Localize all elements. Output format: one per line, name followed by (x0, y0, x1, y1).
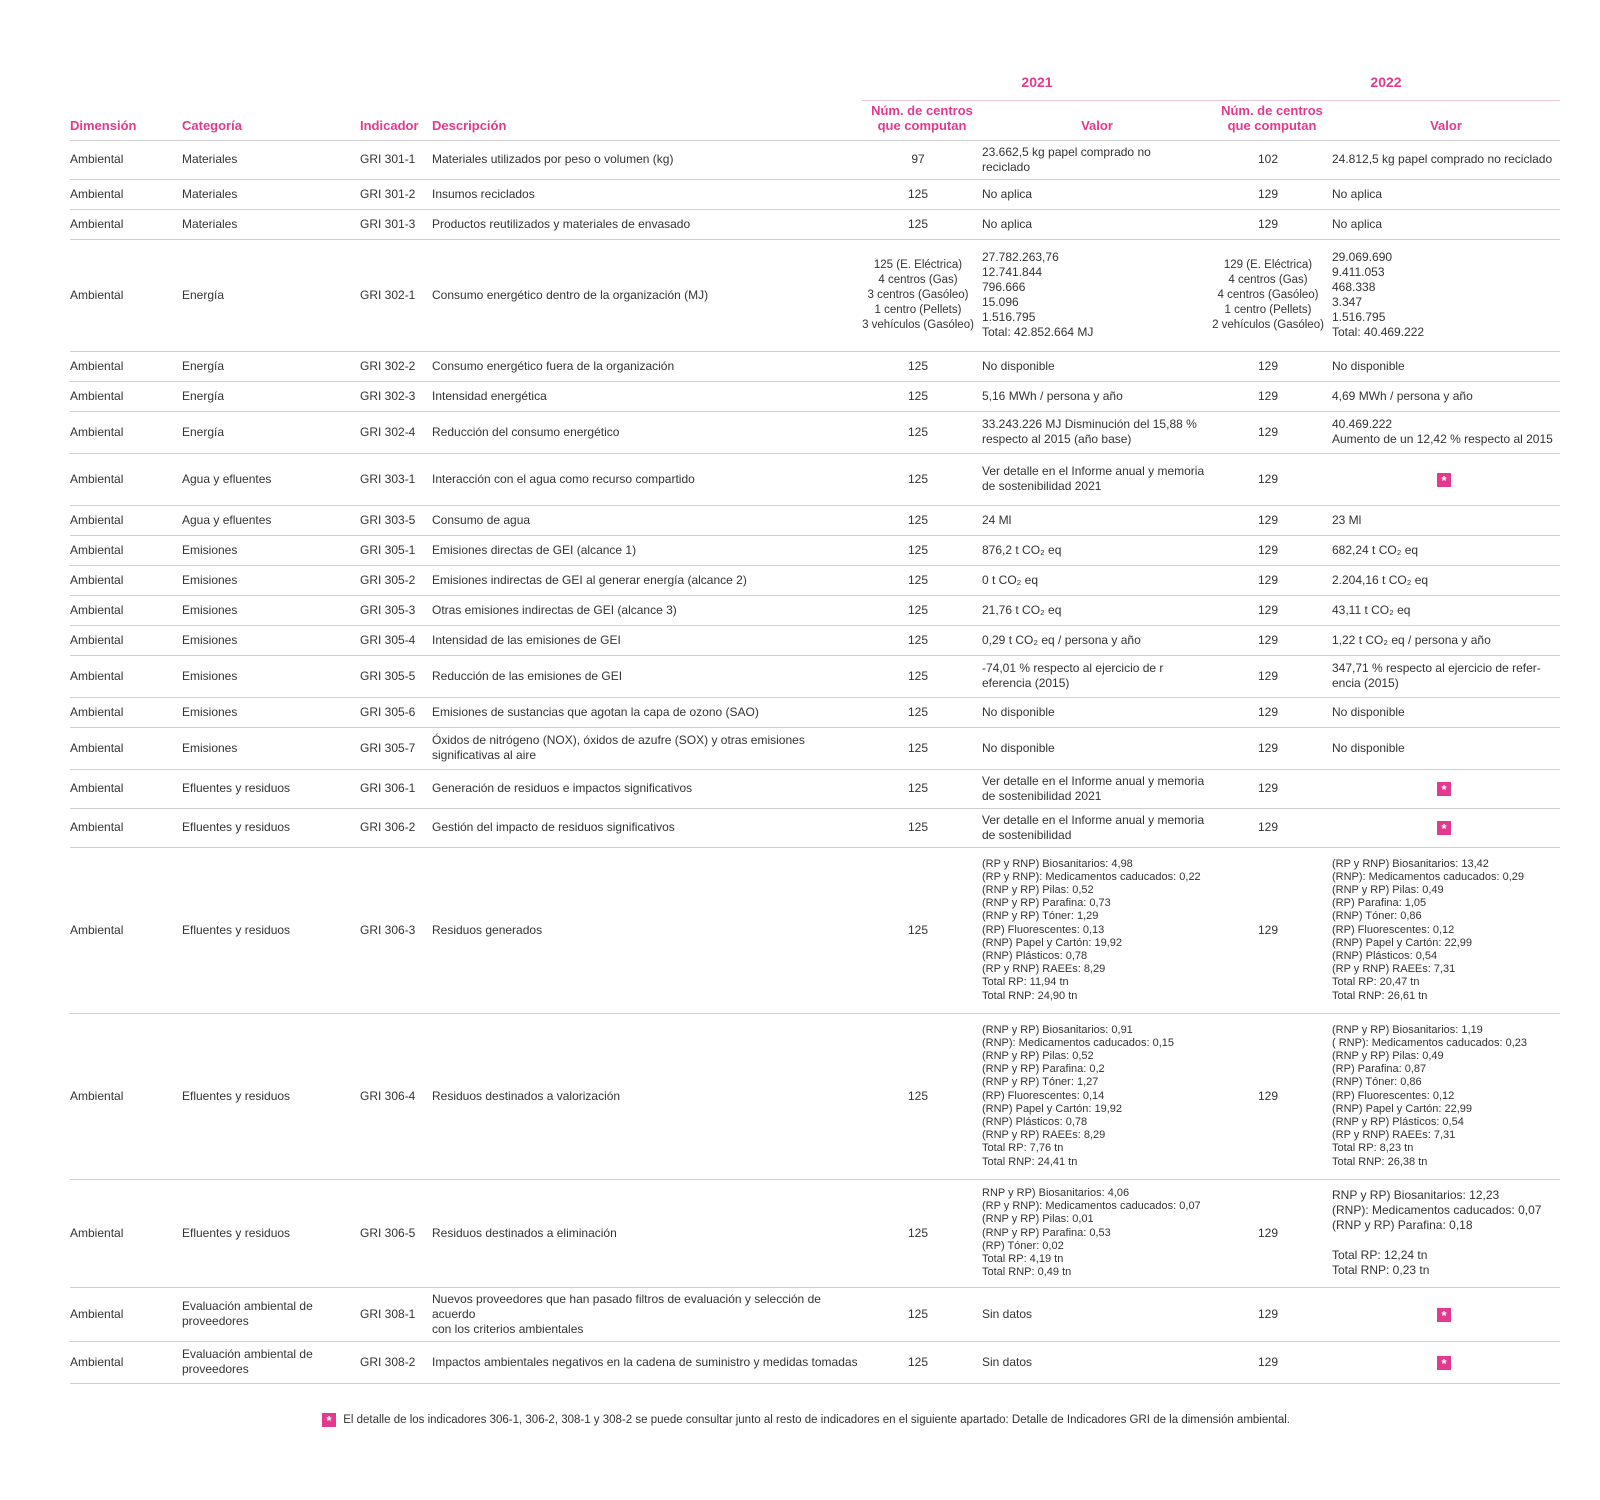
table-row (70, 535, 1560, 565)
centers-2021-cell: 125 (907, 1088, 929, 1103)
category-header: Categoría (182, 118, 242, 134)
table-row (70, 209, 1560, 239)
table-row (70, 808, 1560, 847)
value-2022-cell: No disponible (1332, 704, 1405, 719)
indicator-cell: GRI 306-2 (360, 820, 416, 835)
category-cell: Emisiones (182, 632, 238, 647)
value-2021-cell: No disponible (982, 704, 1055, 719)
description-cell: Residuos destinados a eliminación (432, 1225, 617, 1240)
centers-2022-cell: 129 (1257, 512, 1279, 527)
value-2021-cell: No aplica (982, 216, 1033, 231)
table-row (70, 595, 1560, 625)
description-cell: Intensidad energética (432, 388, 547, 403)
value-2022-header: Valor (1430, 118, 1462, 134)
centers-2022-cell: 129 (1257, 388, 1279, 403)
category-cell: Evaluación ambiental de proveedores (182, 1299, 313, 1329)
dimension-cell: Ambiental (70, 572, 124, 587)
dimension-cell: Ambiental (70, 358, 124, 373)
centers-2021-cell: 125 (907, 1306, 929, 1321)
value-2022-cell: 23 Ml (1332, 512, 1362, 527)
description-cell: Intensidad de las emisiones de GEI (432, 632, 621, 647)
dimension-cell: Ambiental (70, 512, 124, 527)
centers-2022-cell: 129 (1257, 1306, 1279, 1321)
centers-2022-cell: 102 (1257, 152, 1279, 167)
centers-2021-cell: 125 (907, 1354, 929, 1369)
value-2021-cell: Sin datos (982, 1354, 1033, 1369)
dimension-cell: Ambiental (70, 186, 124, 201)
value-2022-cell: 43,11 t CO₂ eq (1332, 602, 1411, 617)
description-cell: Impactos ambientales negativos en la cadena de suministro y medidas tomadas (432, 1354, 858, 1369)
centers-2022-cell: 129 (1257, 740, 1279, 755)
value-2022-cell: No aplica (1332, 186, 1383, 201)
description-cell: Residuos generados (432, 922, 543, 937)
indicator-cell: GRI 306-1 (360, 781, 416, 796)
dimension-cell: Ambiental (70, 1088, 124, 1103)
centers-2021-cell: 125 (907, 704, 929, 719)
category-cell: Efluentes y residuos (182, 820, 291, 835)
indicator-cell: GRI 305-5 (360, 668, 416, 683)
dimension-header: Dimensión (70, 118, 137, 134)
centers-2021-cell: 125 (907, 820, 929, 835)
indicator-cell: GRI 301-3 (360, 216, 416, 231)
indicator-cell: GRI 305-6 (360, 704, 416, 719)
dimension-cell: Ambiental (70, 781, 124, 796)
centers-2021-cell: 125 (907, 358, 929, 373)
indicator-cell: GRI 303-5 (360, 512, 416, 527)
table-row (70, 140, 1560, 179)
value-2021-cell: 5,16 MWh / persona y año (982, 388, 1123, 403)
value-2021-cell: No disponible (982, 740, 1055, 755)
dimension-cell: Ambiental (70, 152, 124, 167)
value-2022-cell: 682,24 t CO₂ eq (1332, 542, 1419, 557)
centers-2021-cell: 125 (907, 1225, 929, 1240)
centers-2022-cell: 129 (1257, 542, 1279, 557)
dimension-cell: Ambiental (70, 287, 124, 302)
value-2022-cell (1332, 808, 1560, 847)
value-2021-header: Valor (1081, 118, 1113, 134)
value-2021-cell: 21,76 t CO₂ eq (982, 602, 1062, 617)
table-row (70, 565, 1560, 595)
category-cell: Emisiones (182, 668, 238, 683)
value-2022-cell: RNP y RP) Biosanitarios: 12,23 (RNP): Medicamentos caducados: 0,07 (RNP y RP) Parafina: 0,18 Total RP: 12,24 tn Total RNP: 0,23 tn (1332, 1188, 1542, 1278)
value-2021-cell: 24 Ml (982, 512, 1012, 527)
table-row (70, 1179, 1560, 1287)
value-2022-cell: No disponible (1332, 358, 1405, 373)
indicator-cell: GRI 308-2 (360, 1354, 416, 1369)
table-row (70, 453, 1560, 505)
centers-2021-cell: 125 (907, 512, 929, 527)
table-row (70, 769, 1560, 808)
description-cell: Generación de residuos e impactos significativos (432, 781, 693, 796)
dimension-cell: Ambiental (70, 922, 124, 937)
centers-2021-cell: 97 (911, 152, 925, 167)
description-cell: Consumo de agua (432, 512, 531, 527)
centers-2021-cell: 125 (907, 740, 929, 755)
table-row (70, 727, 1560, 769)
centers-2022-cell: 129 (E. Eléctrica) 4 centros (Gas) 4 centros (Gasóleo) 1 centro (Pellets) 2 vehículos (Gasóleo) (1212, 258, 1324, 331)
value-2022-cell: No aplica (1332, 216, 1383, 231)
table-row (70, 625, 1560, 655)
centers-2022-cell: 129 (1257, 632, 1279, 647)
value-2022-cell: (RNP y RP) Biosanitarios: 1,19 ( RNP): Medicamentos caducados: 0,23 (RNP y RP) Pilas: 0,49 (RP) Parafina: 0,87 (RNP) Tóner: 0,86 (RP) Fluorescentes: 0,12 (RNP) Papel y Cartón: 22,99 (RNP y RP) Plásticos: 0,54 (RP y RNP) RAEEs: 7,31 Total RP: 8,23 tn Total RNP: 26,38 tn (1332, 1023, 1528, 1168)
table-row (70, 847, 1560, 1013)
indicator-cell: GRI 308-1 (360, 1306, 416, 1321)
value-2021-cell: 23.662,5 kg papel comprado no reciclado (982, 144, 1151, 174)
centers-2021-cell: 125 (907, 388, 929, 403)
table-row (70, 505, 1560, 535)
category-cell: Emisiones (182, 542, 238, 557)
description-cell: Emisiones indirectas de GEI al generar energía (alcance 2) (432, 572, 747, 587)
value-2021-cell: No disponible (982, 358, 1055, 373)
indicator-cell: GRI 305-1 (360, 542, 416, 557)
centers-2021-cell: 125 (907, 471, 929, 486)
centers-2022-cell: 129 (1257, 186, 1279, 201)
description-cell: Productos reutilizados y materiales de envasado (432, 216, 691, 231)
description-cell: Gestión del impacto de residuos significativos (432, 820, 675, 835)
category-cell: Efluentes y residuos (182, 781, 291, 796)
category-cell: Energía (182, 388, 225, 403)
centers-2021-header: Núm. de centros que computan (871, 102, 973, 134)
centers-2022-cell: 129 (1257, 704, 1279, 719)
dimension-cell: Ambiental (70, 1354, 124, 1369)
description-cell: Reducción de las emisiones de GEI (432, 668, 623, 683)
asterisk-badge-icon: * (1437, 782, 1451, 796)
value-2021-cell: Ver detalle en el Informe anual y memoria de sostenibilidad 2021 (982, 773, 1205, 803)
description-cell: Consumo energético fuera de la organización (432, 358, 675, 373)
indicator-cell: GRI 302-1 (360, 287, 416, 302)
description-cell: Otras emisiones indirectas de GEI (alcance 3) (432, 602, 677, 617)
value-2021-cell: No aplica (982, 186, 1033, 201)
description-cell: Insumos reciclados (432, 186, 535, 201)
indicator-cell: GRI 305-3 (360, 602, 416, 617)
description-cell: Óxidos de nitrógeno (NOX), óxidos de azufre (SOX) y otras emisiones significativas al aire (432, 733, 805, 763)
category-cell: Materiales (182, 186, 238, 201)
table-row (70, 411, 1560, 453)
table-row (70, 351, 1560, 381)
table-row (70, 1287, 1560, 1341)
centers-2021-cell: 125 (907, 572, 929, 587)
indicator-cell: GRI 302-3 (360, 388, 416, 403)
description-header: Descripción (432, 118, 507, 134)
value-2022-cell: (RP y RNP) Biosanitarios: 13,42 (RNP): Medicamentos caducados: 0,29 (RNP y RP) Pilas: 0,49 (RP) Parafina: 1,05 (RNP) Tóner: 0,86 (RP) Fluorescentes: 0,12 (RNP) Papel y Cartón: 22,99 (RNP) Plásticos: 0,54 (RP y RNP) RAEEs: 7,31 Total RP: 20,47 tn Total RNP: 26,61 tn (1332, 857, 1524, 1002)
value-2022-cell (1332, 769, 1560, 808)
centers-2021-cell: 125 (907, 602, 929, 617)
dimension-cell: Ambiental (70, 602, 124, 617)
category-cell: Energía (182, 358, 225, 373)
centers-2022-cell: 129 (1257, 781, 1279, 796)
dimension-cell: Ambiental (70, 668, 124, 683)
category-cell: Emisiones (182, 572, 238, 587)
description-cell: Interacción con el agua como recurso compartido (432, 471, 695, 486)
value-2022-cell: 40.469.222 Aumento de un 12,42 % respecto al 2015 (1332, 417, 1553, 447)
value-2021-cell: Ver detalle en el Informe anual y memoria de sostenibilidad 2021 (982, 464, 1205, 494)
table-row (70, 1341, 1560, 1383)
description-cell: Nuevos proveedores que han pasado filtros de evaluación y selección de acuerdo con los criterios ambientales (432, 1291, 821, 1336)
value-2022-cell (1332, 1341, 1560, 1383)
table-row (70, 655, 1560, 697)
category-cell: Emisiones (182, 740, 238, 755)
value-2022-cell: 2.204,16 t CO₂ eq (1332, 572, 1429, 587)
table-row (70, 239, 1560, 351)
category-cell: Efluentes y residuos (182, 922, 291, 937)
gri-indicators-sheet (70, 72, 1560, 1384)
indicator-cell: GRI 306-4 (360, 1088, 416, 1103)
description-cell: Consumo energético dentro de la organización (MJ) (432, 287, 709, 302)
centers-2022-cell: 129 (1257, 358, 1279, 373)
year-2021-header: 2021 (862, 72, 1212, 100)
indicator-cell: GRI 302-2 (360, 358, 416, 373)
value-2022-cell: 4,69 MWh / persona y año (1332, 388, 1473, 403)
asterisk-badge-icon: * (1437, 1308, 1451, 1322)
centers-2022-cell: 129 (1257, 424, 1279, 439)
centers-2021-cell: 125 (907, 186, 929, 201)
dimension-cell: Ambiental (70, 740, 124, 755)
indicator-cell: GRI 305-2 (360, 572, 416, 587)
asterisk-badge-icon: * (322, 1413, 336, 1427)
centers-2022-header: Núm. de centros que computan (1221, 102, 1323, 134)
centers-2021-cell: 125 (907, 216, 929, 231)
asterisk-badge-icon: * (1437, 1356, 1451, 1370)
centers-2022-cell: 129 (1257, 1225, 1279, 1240)
value-2022-cell: 1,22 t CO₂ eq / persona y año (1332, 632, 1491, 647)
dimension-cell: Ambiental (70, 704, 124, 719)
value-2021-cell: RNP y RP) Biosanitarios: 4,06 (RP y RNP): Medicamentos caducados: 0,07 (RNP y RP) Pilas: 0,01 (RNP y RP) Parafina: 0,53 (RP) Tóner: 0,02 Total RP: 4,19 tn Total RNP: 0,49 tn (982, 1187, 1201, 1279)
value-2021-cell: (RNP y RP) Biosanitarios: 0,91 (RNP): Medicamentos caducados: 0,15 (RNP y RP) Pilas: 0,52 (RNP y RP) Parafina: 0,2 (RNP y RP) Tóner: 1,27 (RP) Fluorescentes: 0,14 (RNP) Papel y Cartón: 19,92 (RNP) Plásticos: 0,78 (RNP y RP) RAEEs: 8,29 Total RP: 7,76 tn Total RNP: 24,41 tn (982, 1023, 1174, 1168)
value-2022-cell: 347,71 % respecto al ejercicio de refer- encia (2015) (1332, 661, 1541, 691)
table-row (70, 697, 1560, 727)
value-2021-cell: (RP y RNP) Biosanitarios: 4,98 (RP y RNP): Medicamentos caducados: 0,22 (RNP y RP) Pilas: 0,52 (RNP y RP) Parafina: 0,73 (RNP y RP) Tóner: 1,29 (RP) Fluorescentes: 0,13 (RNP) Papel y Cartón: 19,92 (RNP) Plásticos: 0,78 (RP y RNP) RAEEs: 8,29 Total RP: 11,94 tn Total RNP: 24,90 tn (982, 857, 1201, 1002)
value-2022-cell (1332, 1287, 1560, 1341)
dimension-cell: Ambiental (70, 542, 124, 557)
table-row (70, 179, 1560, 209)
indicator-cell: GRI 302-4 (360, 424, 416, 439)
centers-2021-cell: 125 (907, 781, 929, 796)
category-cell: Efluentes y residuos (182, 1088, 291, 1103)
indicator-cell: GRI 301-1 (360, 152, 416, 167)
centers-2022-cell: 129 (1257, 602, 1279, 617)
category-cell: Materiales (182, 152, 238, 167)
dimension-cell: Ambiental (70, 388, 124, 403)
table-row (70, 1013, 1560, 1179)
centers-2022-cell: 129 (1257, 1354, 1279, 1369)
centers-2022-cell: 129 (1257, 820, 1279, 835)
centers-2022-cell: 129 (1257, 922, 1279, 937)
indicator-cell: GRI 306-3 (360, 922, 416, 937)
dimension-cell: Ambiental (70, 471, 124, 486)
dimension-cell: Ambiental (70, 632, 124, 647)
indicator-header: Indicador (360, 118, 419, 134)
category-cell: Efluentes y residuos (182, 1225, 291, 1240)
centers-2022-cell: 129 (1257, 216, 1279, 231)
centers-2021-cell: 125 (907, 668, 929, 683)
centers-2022-cell: 129 (1257, 1088, 1279, 1103)
footnote (322, 1413, 1552, 1427)
value-2021-cell: 0,29 t CO₂ eq / persona y año (982, 632, 1141, 647)
value-2021-cell: 0 t CO₂ eq (982, 572, 1039, 587)
centers-2021-cell: 125 (E. Eléctrica) 4 centros (Gas) 3 centros (Gasóleo) 1 centro (Pellets) 3 vehículos (Gasóleo) (862, 258, 974, 331)
dimension-cell: Ambiental (70, 1306, 124, 1321)
indicator-cell: GRI 305-4 (360, 632, 416, 647)
category-cell: Agua y efluentes (182, 512, 272, 527)
column-header-row (70, 100, 1560, 140)
description-cell: Emisiones directas de GEI (alcance 1) (432, 542, 637, 557)
category-cell: Emisiones (182, 602, 238, 617)
indicator-cell: GRI 306-5 (360, 1225, 416, 1240)
dimension-cell: Ambiental (70, 424, 124, 439)
year-header-row (70, 72, 1560, 100)
value-2021-cell: 33.243.226 MJ Disminución del 15,88 % respecto al 2015 (año base) (982, 417, 1197, 447)
value-2022-cell: 24.812,5 kg papel comprado no reciclado (1332, 152, 1553, 167)
centers-2022-cell: 129 (1257, 668, 1279, 683)
centers-2022-cell: 129 (1257, 471, 1279, 486)
centers-2021-cell: 125 (907, 632, 929, 647)
centers-2022-cell: 129 (1257, 572, 1279, 587)
table-row (70, 381, 1560, 411)
value-2021-cell: -74,01 % respecto al ejercicio de r eferencia (2015) (982, 661, 1164, 691)
description-cell: Residuos destinados a valorización (432, 1088, 621, 1103)
category-cell: Emisiones (182, 704, 238, 719)
description-cell: Reducción del consumo energético (432, 424, 620, 439)
asterisk-badge-icon: * (1437, 473, 1451, 487)
gri-environment-table (70, 72, 1560, 1384)
category-cell: Energía (182, 424, 225, 439)
description-cell: Materiales utilizados por peso o volumen (kg) (432, 152, 674, 167)
value-2022-cell: 29.069.690 9.411.053 468.338 3.347 1.516.795 Total: 40.469.222 (1332, 250, 1425, 340)
description-cell: Emisiones de sustancias que agotan la capa de ozono (SAO) (432, 704, 759, 719)
centers-2021-cell: 125 (907, 922, 929, 937)
value-2022-cell (1332, 453, 1560, 505)
value-2021-cell: Ver detalle en el Informe anual y memoria de sostenibilidad (982, 812, 1205, 842)
asterisk-badge-icon: * (1437, 821, 1451, 835)
category-cell: Evaluación ambiental de proveedores (182, 1347, 313, 1377)
dimension-cell: Ambiental (70, 216, 124, 231)
centers-2021-cell: 125 (907, 424, 929, 439)
value-2022-cell: No disponible (1332, 740, 1405, 755)
value-2021-cell: Sin datos (982, 1306, 1033, 1321)
year-2022-header: 2022 (1212, 72, 1560, 100)
category-cell: Agua y efluentes (182, 471, 272, 486)
value-2021-cell: 876,2 t CO₂ eq (982, 542, 1062, 557)
category-cell: Materiales (182, 216, 238, 231)
centers-2021-cell: 125 (907, 542, 929, 557)
footnote-text: El detalle de los indicadores 306-1, 306-2, 308-1 y 308-2 se puede consultar junto al resto de indicadores en el siguiente apartado: Detalle de Indicadores GRI de la dimensión ambiental. (343, 1414, 1290, 1427)
indicator-cell: GRI 301-2 (360, 186, 416, 201)
category-cell: Energía (182, 287, 225, 302)
table-body (70, 140, 1560, 1383)
dimension-cell: Ambiental (70, 820, 124, 835)
value-2021-cell: 27.782.263,76 12.741.844 796.666 15.096 1.516.795 Total: 42.852.664 MJ (982, 250, 1094, 340)
dimension-cell: Ambiental (70, 1225, 124, 1240)
indicator-cell: GRI 303-1 (360, 471, 416, 486)
indicator-cell: GRI 305-7 (360, 740, 416, 755)
